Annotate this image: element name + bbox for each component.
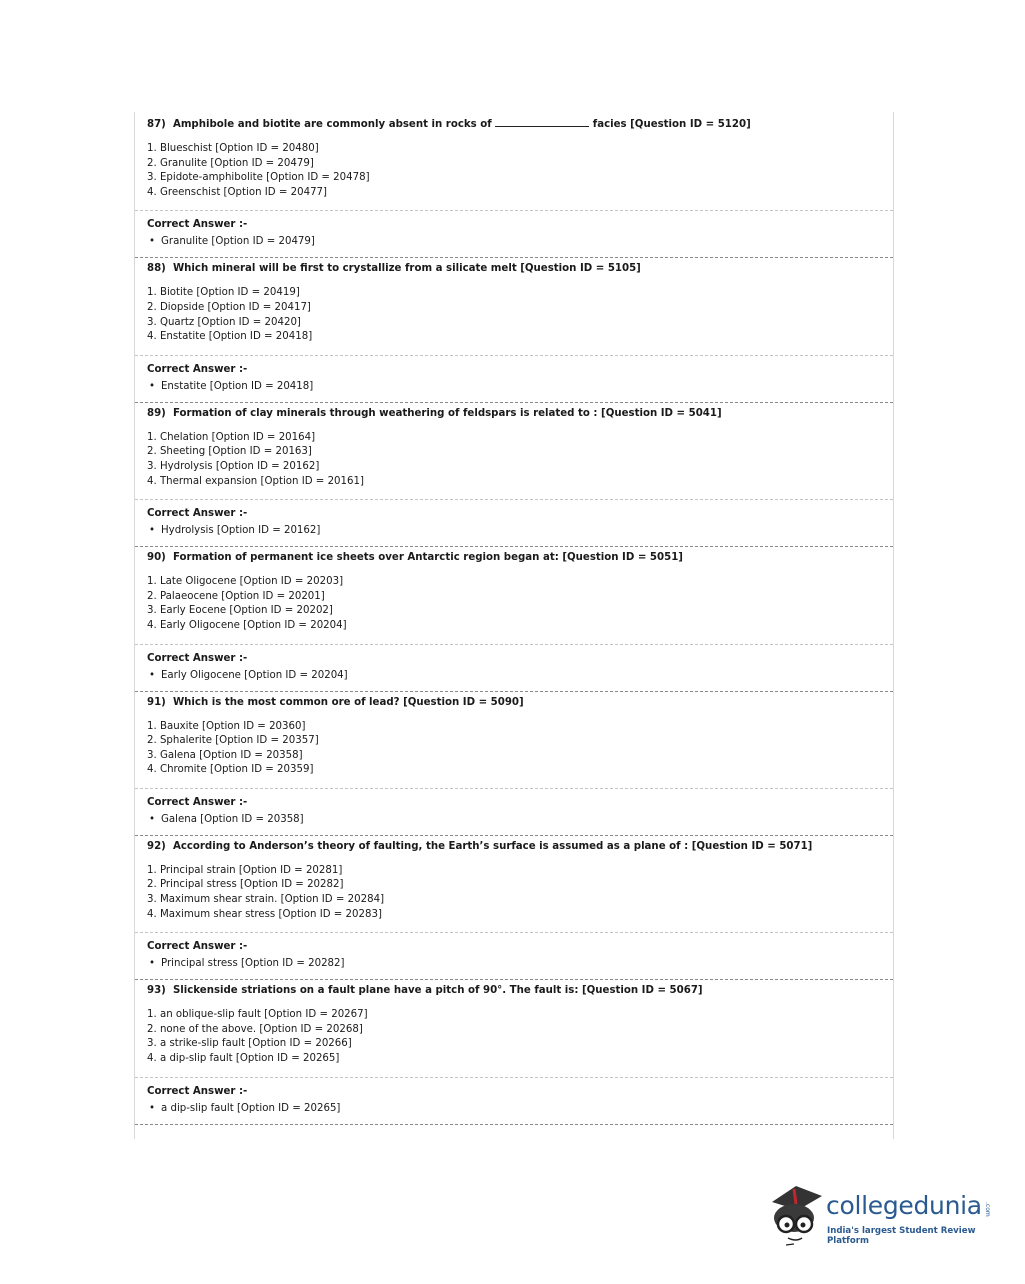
option: 3. Galena [Option ID = 20358]: [147, 749, 303, 761]
correct-answer-label: Correct Answer :-: [147, 941, 248, 953]
bullet-icon: •: [149, 525, 156, 537]
option: 2. Principal stress [Option ID = 20282]: [147, 879, 344, 891]
bullet-icon: •: [149, 669, 156, 681]
logo-tagline: India's largest Student Review Platform: [827, 1226, 976, 1246]
option: 4. a dip-slip fault [Option ID = 20265]: [147, 1053, 340, 1065]
option: 1. an oblique-slip fault [Option ID = 20267]: [147, 1009, 368, 1021]
question-block-90: [135, 547, 893, 691]
option: 2. Diopside [Option ID = 20417]: [147, 301, 311, 313]
question-sheet: [134, 112, 894, 1139]
option: 1. Blueschist [Option ID = 20480]: [147, 143, 319, 154]
question-block-87: [135, 112, 893, 258]
question-block-91: [135, 692, 893, 836]
correct-answer-label: Correct Answer :-: [147, 363, 248, 375]
option: 1. Biotite [Option ID = 20419]: [147, 287, 300, 299]
option: 3. Maximum shear strain. [Option ID = 20284]: [147, 894, 385, 906]
option: 4. Chromite [Option ID = 20359]: [147, 764, 314, 776]
option: 3. Hydrolysis [Option ID = 20162]: [147, 460, 320, 472]
option: 1. Bauxite [Option ID = 20360]: [147, 720, 306, 732]
bullet-icon: •: [149, 1102, 156, 1114]
answer-section: [135, 210, 893, 257]
option: 3. Quartz [Option ID = 20420]: [147, 316, 301, 328]
question-block-92: [135, 836, 893, 980]
option: 4. Early Oligocene [Option ID = 20204]: [147, 619, 347, 631]
sheet-tail: [135, 1125, 893, 1139]
logo-domain: .com: [984, 1202, 991, 1217]
collegedunia-logo[interactable]: [766, 1178, 996, 1248]
question-text: 91) Which is the most common ore of lead? [Question ID = 5090]: [147, 696, 524, 708]
bullet-icon: •: [149, 813, 156, 825]
bullet-icon: •: [149, 236, 156, 248]
answer-section: [135, 932, 893, 979]
answer-section: [135, 355, 893, 402]
option: 2. Sheeting [Option ID = 20163]: [147, 446, 312, 458]
option: 1. Chelation [Option ID = 20164]: [147, 431, 316, 443]
logo-wordmark: collegedunia: [826, 1191, 982, 1220]
correct-answer: • Principal stress [Option ID = 20282]: [149, 958, 345, 970]
correct-answer: • Enstatite [Option ID = 20418]: [149, 380, 314, 392]
bullet-icon: •: [149, 380, 156, 392]
option: 1. Principal strain [Option ID = 20281]: [147, 864, 343, 876]
correct-answer-label: Correct Answer :-: [147, 219, 248, 231]
question-text: 93) Slickenside striations on a fault plane have a pitch of 90°. The fault is: [Question ID = 5067]: [147, 985, 703, 997]
option: 2. Granulite [Option ID = 20479]: [147, 157, 314, 169]
fill-in-blank: [495, 116, 589, 127]
option: 2. Palaeocene [Option ID = 20201]: [147, 590, 325, 602]
correct-answer-label: Correct Answer :-: [147, 652, 248, 664]
question-text: 88) Which mineral will be first to crystallize from a silicate melt [Question ID = 5105]: [147, 263, 641, 275]
option: 4. Thermal expansion [Option ID = 20161]: [147, 475, 364, 487]
correct-answer-label: Correct Answer :-: [147, 1085, 248, 1097]
question-text: 89) Formation of clay minerals through weathering of feldspars is related to : [Question ID = 5041]: [147, 407, 722, 419]
answer-section: [135, 1077, 893, 1124]
option: 4. Maximum shear stress [Option ID = 20283]: [147, 908, 382, 920]
mascot-icon: [766, 1178, 826, 1248]
question-block-93: [135, 980, 893, 1124]
bullet-icon: •: [149, 958, 156, 970]
option: 3. a strike-slip fault [Option ID = 20266]: [147, 1038, 352, 1050]
correct-answer: • Granulite [Option ID = 20479]: [149, 236, 315, 248]
correct-answer: • Hydrolysis [Option ID = 20162]: [149, 525, 321, 537]
question-block-88: [135, 258, 893, 402]
correct-answer: • Early Oligocene [Option ID = 20204]: [149, 669, 348, 681]
option: 4. Enstatite [Option ID = 20418]: [147, 331, 313, 343]
question-block-89: [135, 403, 893, 547]
question-text: 87) Amphibole and biotite are commonly absent in rocks of facies [Question ID = 5120]: [147, 116, 881, 132]
option: 3. Epidote-amphibolite [Option ID = 20478]: [147, 172, 370, 184]
correct-answer: • a dip-slip fault [Option ID = 20265]: [149, 1102, 341, 1114]
answer-section: [135, 788, 893, 835]
question-text: 90) Formation of permanent ice sheets over Antarctic region began at: [Question ID = 5051]: [147, 552, 683, 564]
option: 4. Greenschist [Option ID = 20477]: [147, 186, 328, 198]
option: 3. Early Eocene [Option ID = 20202]: [147, 605, 333, 617]
answer-section: [135, 644, 893, 691]
correct-answer-label: Correct Answer :-: [147, 796, 248, 808]
option: 2. none of the above. [Option ID = 20268]: [147, 1023, 363, 1035]
question-text: 92) According to Anderson’s theory of faulting, the Earth’s surface is assumed as a plane of : [Question ID = 5071]: [147, 840, 813, 852]
option: 1. Late Oligocene [Option ID = 20203]: [147, 576, 344, 588]
answer-section: [135, 499, 893, 546]
correct-answer-label: Correct Answer :-: [147, 508, 248, 520]
option: 2. Sphalerite [Option ID = 20357]: [147, 735, 319, 747]
correct-answer: • Galena [Option ID = 20358]: [149, 813, 304, 825]
